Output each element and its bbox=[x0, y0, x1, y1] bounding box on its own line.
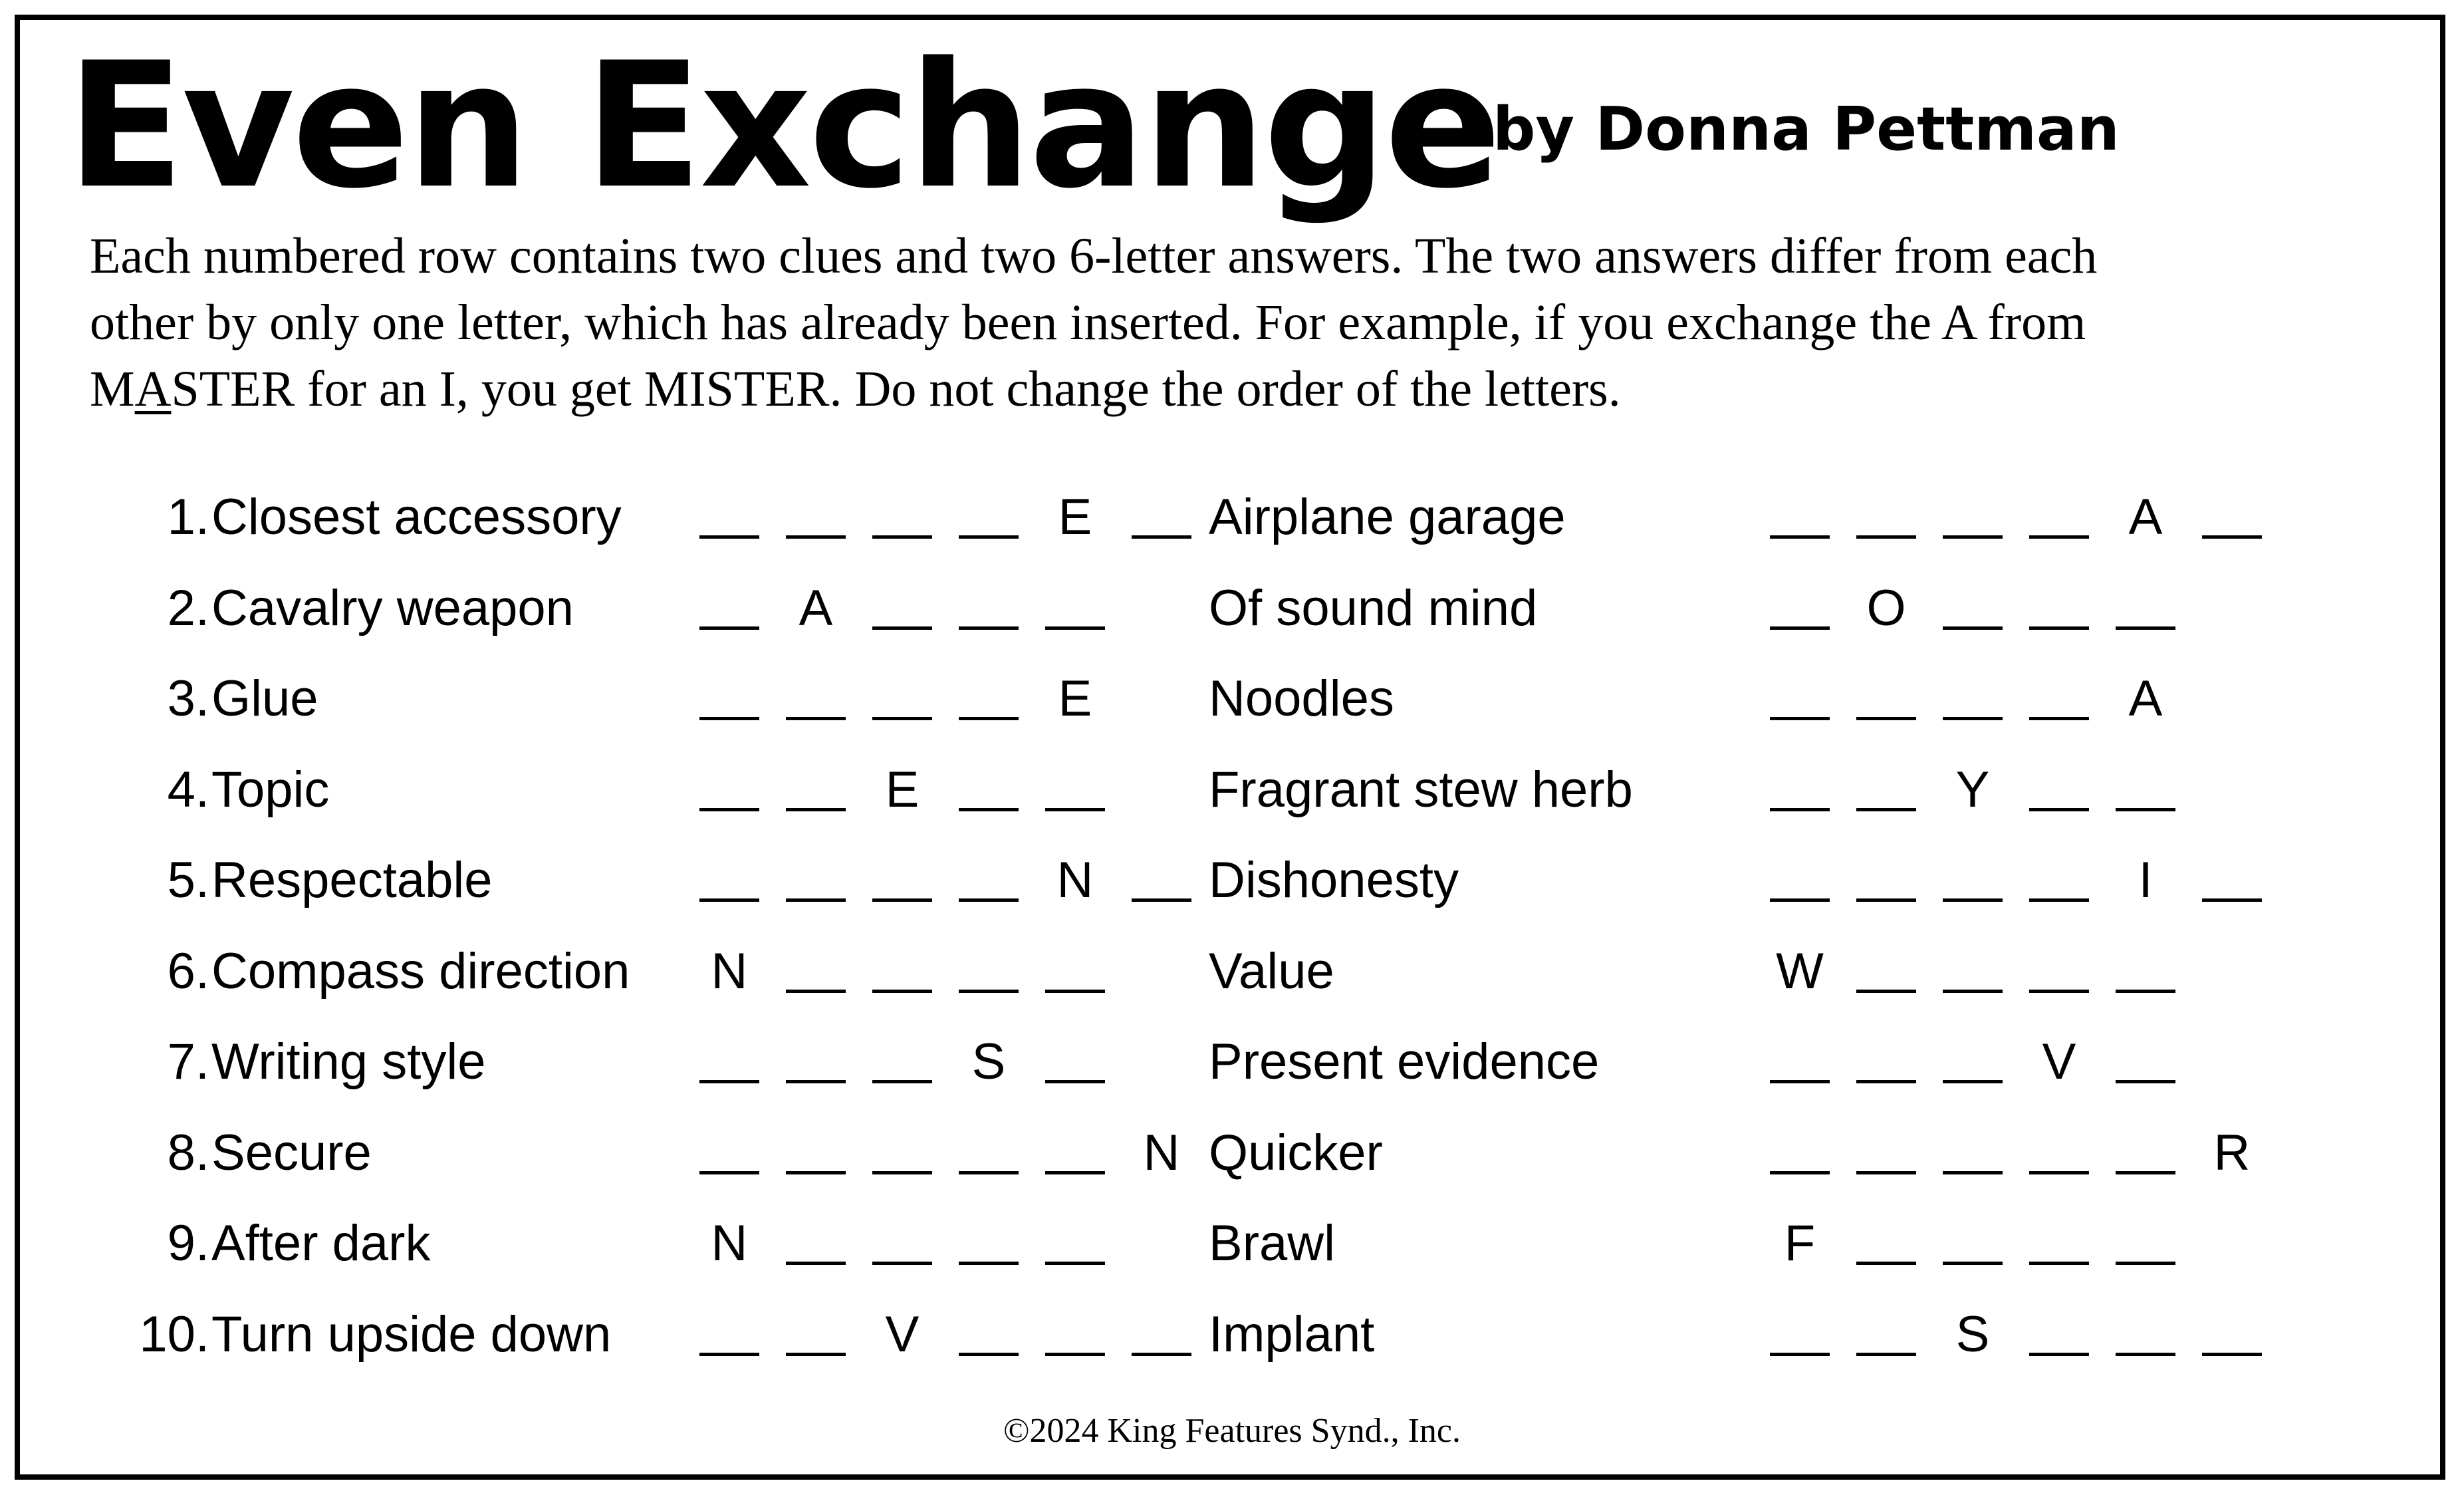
given-letter: E bbox=[1058, 670, 1092, 727]
clue-left: Turn upside down bbox=[211, 1305, 612, 1363]
answer-blank[interactable] bbox=[872, 938, 932, 1005]
given-letter: Y bbox=[1955, 761, 1990, 818]
answer-blank[interactable] bbox=[1856, 938, 1916, 1005]
answer-blank[interactable] bbox=[1770, 757, 1830, 823]
answer-blank[interactable] bbox=[699, 1029, 759, 1095]
answer-blank[interactable] bbox=[1943, 938, 2003, 1005]
answer-blank[interactable] bbox=[699, 575, 759, 642]
answer-blank[interactable] bbox=[959, 666, 1019, 732]
given-letter: R bbox=[2213, 1124, 2251, 1181]
example-word-start: M bbox=[90, 361, 135, 417]
answer-blank[interactable] bbox=[1943, 575, 2003, 642]
given-letter: A bbox=[799, 579, 833, 636]
answer-blank[interactable] bbox=[2029, 575, 2089, 642]
given-letter: N bbox=[711, 942, 748, 1000]
answer-blank[interactable] bbox=[2202, 1301, 2262, 1368]
clue-right: Airplane garage bbox=[1209, 489, 1566, 545]
clue-left: Respectable bbox=[211, 852, 493, 908]
answer-blank[interactable] bbox=[786, 1210, 846, 1277]
answer-blank[interactable] bbox=[1856, 1210, 1916, 1277]
answer-blank[interactable] bbox=[1943, 847, 2003, 914]
given-letter: N bbox=[711, 1215, 748, 1272]
answer-blank[interactable] bbox=[786, 484, 846, 551]
answer-blank[interactable] bbox=[2029, 938, 2089, 1005]
answer-blank[interactable] bbox=[2116, 938, 2175, 1005]
answer-blank[interactable] bbox=[2116, 575, 2175, 642]
puzzle-title: Even Exchange bbox=[66, 26, 1499, 227]
clue-right: Present evidence bbox=[1209, 1033, 1600, 1090]
given-letter: N bbox=[1143, 1124, 1180, 1181]
answer-blank[interactable] bbox=[1045, 1120, 1105, 1186]
clue-left: Closest accessory bbox=[211, 489, 622, 545]
answer-blank[interactable] bbox=[872, 484, 932, 551]
answer-blank[interactable] bbox=[1045, 575, 1105, 642]
answer-blank[interactable] bbox=[959, 938, 1019, 1005]
clue-left: Secure bbox=[211, 1124, 372, 1181]
answer-blank[interactable] bbox=[2029, 1210, 2089, 1277]
clue-left: After dark bbox=[211, 1215, 431, 1272]
answer-blank[interactable] bbox=[2029, 757, 2089, 823]
answer-blank[interactable] bbox=[1770, 666, 1830, 732]
given-letter: E bbox=[1058, 489, 1092, 545]
answer-blank[interactable] bbox=[959, 847, 1019, 914]
answer-blank[interactable] bbox=[2029, 1301, 2089, 1368]
answer-blank[interactable] bbox=[786, 666, 846, 732]
answer-blank[interactable] bbox=[1045, 1029, 1105, 1095]
clue-right: Noodles bbox=[1209, 670, 1394, 727]
answer-blank[interactable] bbox=[786, 847, 846, 914]
clue-number: 4. bbox=[167, 761, 209, 818]
answer-blank[interactable] bbox=[1045, 1210, 1105, 1277]
answer-blank[interactable] bbox=[1856, 1029, 1916, 1095]
instructions-line-2: other by only one letter, which has already been inserted. For example, if you exchange the A from bbox=[90, 295, 2086, 350]
answer-blank[interactable] bbox=[2116, 757, 2175, 823]
answer-blank[interactable] bbox=[1856, 484, 1916, 551]
clue-right: Brawl bbox=[1209, 1215, 1336, 1272]
answer-blank[interactable] bbox=[1132, 847, 1191, 914]
answer-blank[interactable] bbox=[872, 1210, 932, 1277]
answer-blank[interactable] bbox=[1045, 938, 1105, 1005]
answer-blank[interactable] bbox=[1770, 1029, 1830, 1095]
given-letter: E bbox=[885, 761, 920, 818]
clue-number: 9. bbox=[167, 1215, 209, 1272]
answer-blank[interactable] bbox=[1132, 1301, 1191, 1368]
clue-right: Quicker bbox=[1209, 1124, 1383, 1181]
clue-number: 1. bbox=[167, 489, 209, 545]
answer-blank[interactable] bbox=[1770, 847, 1830, 914]
given-letter: F bbox=[1784, 1215, 1816, 1272]
instructions bbox=[90, 223, 2364, 422]
answer-blank[interactable] bbox=[1770, 484, 1830, 551]
answer-blank[interactable] bbox=[786, 938, 846, 1005]
answer-blank[interactable] bbox=[2029, 484, 2089, 551]
answer-blank[interactable] bbox=[1943, 484, 2003, 551]
example-underlined-letter: A bbox=[134, 361, 172, 417]
clue-left: Glue bbox=[211, 670, 318, 727]
answer-blank[interactable] bbox=[2116, 1029, 2175, 1095]
answer-blank[interactable] bbox=[959, 757, 1019, 823]
given-letter: V bbox=[885, 1305, 920, 1363]
answer-blank[interactable] bbox=[1943, 1120, 2003, 1186]
answer-blank[interactable] bbox=[2116, 1120, 2175, 1186]
given-letter: N bbox=[1056, 852, 1094, 908]
answer-blank[interactable] bbox=[699, 1120, 759, 1186]
answer-blank[interactable] bbox=[872, 575, 932, 642]
given-letter: S bbox=[971, 1033, 1006, 1090]
clue-left: Compass direction bbox=[211, 942, 630, 1000]
answer-blank[interactable] bbox=[959, 575, 1019, 642]
given-letter: A bbox=[2128, 489, 2163, 545]
answer-blank[interactable] bbox=[872, 1120, 932, 1186]
answer-blank[interactable] bbox=[1770, 1120, 1830, 1186]
answer-blank[interactable] bbox=[1770, 575, 1830, 642]
clue-left: Topic bbox=[211, 761, 330, 818]
clue-left: Writing style bbox=[211, 1033, 486, 1090]
answer-blank[interactable] bbox=[959, 1120, 1019, 1186]
clue-number: 5. bbox=[167, 852, 209, 908]
answer-blank[interactable] bbox=[2029, 847, 2089, 914]
given-letter: S bbox=[1955, 1305, 1990, 1363]
answer-blank[interactable] bbox=[1132, 484, 1191, 551]
copyright: ©2024 King Features Synd., Inc. bbox=[1003, 1412, 1461, 1450]
answer-blank[interactable] bbox=[2202, 484, 2262, 551]
answer-blank[interactable] bbox=[2029, 666, 2089, 732]
answer-blank[interactable] bbox=[699, 1301, 759, 1368]
answer-blank[interactable] bbox=[1943, 1029, 2003, 1095]
answer-blank[interactable] bbox=[786, 1029, 846, 1095]
clue-number: 8. bbox=[167, 1124, 209, 1181]
answer-blank[interactable] bbox=[1856, 1120, 1916, 1186]
answer-blank[interactable] bbox=[2116, 1301, 2175, 1368]
clue-number: 6. bbox=[167, 942, 209, 1000]
answer-blank[interactable] bbox=[1943, 1210, 2003, 1277]
answer-blank[interactable] bbox=[786, 1301, 846, 1368]
answer-blank[interactable] bbox=[1856, 1301, 1916, 1368]
clue-right: Fragrant stew herb bbox=[1209, 761, 1633, 818]
clue-number: 3. bbox=[167, 670, 209, 727]
answer-blank[interactable] bbox=[1856, 757, 1916, 823]
clue-left: Cavalry weapon bbox=[211, 579, 574, 636]
clue-number: 7. bbox=[167, 1033, 209, 1090]
answer-blank[interactable] bbox=[1856, 847, 1916, 914]
clue-number: 2. bbox=[167, 579, 209, 636]
answer-blank[interactable] bbox=[786, 757, 846, 823]
answer-blank[interactable] bbox=[2116, 1210, 2175, 1277]
instructions-line-1: Each numbered row contains two clues and two 6-letter answers. The two answers differ from each bbox=[90, 228, 2098, 284]
puzzle-byline: by Donna Pettman bbox=[1493, 94, 2120, 164]
answer-blank[interactable] bbox=[1045, 1301, 1105, 1368]
answer-blank[interactable] bbox=[2202, 847, 2262, 914]
clue-right: Dishonesty bbox=[1209, 852, 1459, 908]
given-letter: W bbox=[1776, 942, 1824, 1000]
answer-blank[interactable] bbox=[699, 847, 759, 914]
given-letter: O bbox=[1866, 579, 1906, 636]
answer-blank[interactable] bbox=[959, 1301, 1019, 1368]
answer-blank[interactable] bbox=[1856, 666, 1916, 732]
answer-blank[interactable] bbox=[1045, 757, 1105, 823]
clue-number: 10. bbox=[139, 1305, 209, 1363]
answer-blank[interactable] bbox=[872, 1029, 932, 1095]
answer-blank[interactable] bbox=[699, 757, 759, 823]
clue-right: Value bbox=[1209, 942, 1334, 1000]
answer-blank[interactable] bbox=[2029, 1120, 2089, 1186]
clue-right: Of sound mind bbox=[1209, 579, 1538, 636]
answer-blank[interactable] bbox=[1943, 666, 2003, 732]
answer-blank[interactable] bbox=[959, 484, 1019, 551]
answer-blank[interactable] bbox=[959, 1210, 1019, 1277]
answer-blank[interactable] bbox=[699, 484, 759, 551]
given-letter: V bbox=[2042, 1033, 2076, 1090]
clue-right: Implant bbox=[1209, 1305, 1375, 1363]
answer-blank[interactable] bbox=[1770, 1301, 1830, 1368]
given-letter: A bbox=[2128, 670, 2163, 727]
answer-blank[interactable] bbox=[872, 847, 932, 914]
given-letter: I bbox=[2138, 852, 2153, 908]
answer-blank[interactable] bbox=[872, 666, 932, 732]
example-rest: STER for an I, you get MISTER. Do not change the order of the letters. bbox=[171, 361, 1621, 417]
instructions-line-3 bbox=[90, 356, 2364, 422]
answer-blank[interactable] bbox=[699, 666, 759, 732]
answer-blank[interactable] bbox=[786, 1120, 846, 1186]
